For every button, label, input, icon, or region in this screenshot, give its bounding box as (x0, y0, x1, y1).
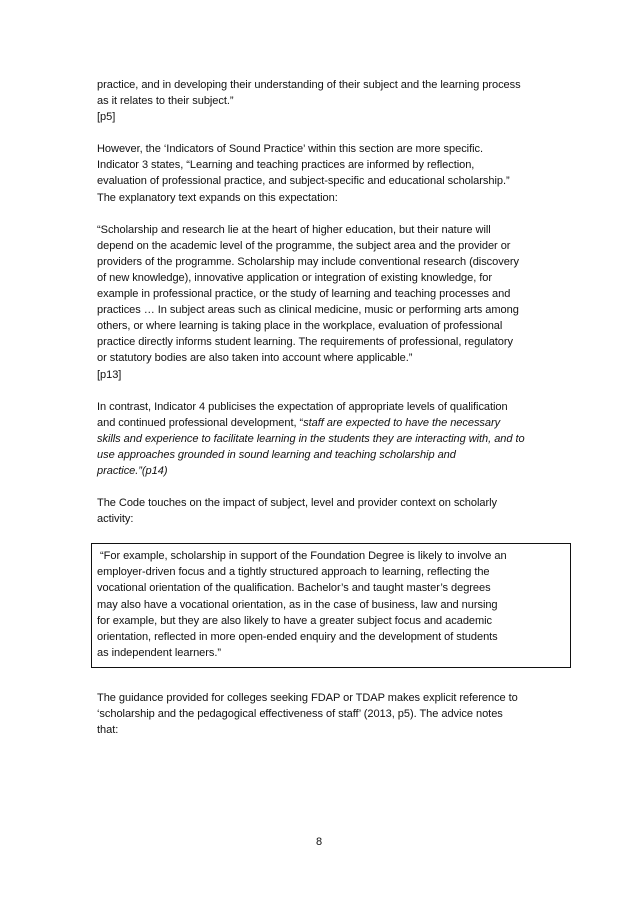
paragraph-1 (97, 77, 567, 125)
italic-text-line: skills and experience to facilitate learning in the students they are interacting with, and to (97, 432, 525, 445)
text-line: The explanatory text expands on this expectation: (97, 191, 338, 204)
text-line: practice directly informs student learning. The requirements of professional, regulatory (97, 336, 513, 349)
text-line: “Scholarship and research lie at the heart of higher education, but their nature will (97, 223, 491, 236)
text-line: employer-driven focus and a tightly structured approach to learning, reflecting the (97, 566, 490, 579)
text-line: as independent learners.” (97, 646, 222, 659)
text-line: “For example, scholarship in support of the Foundation Degree is likely to involve an (97, 550, 507, 563)
text-line: of new knowledge), innovative application or integration of existing knowledge, for (97, 271, 493, 284)
text-line: example in professional practice, or the study of learning and teaching processes and (97, 288, 511, 301)
paragraph-4 (97, 399, 567, 479)
page-reference: [p13] (97, 368, 122, 381)
text-line: may also have a vocational orientation, as in the case of business, law and nursing (97, 598, 498, 611)
text-line: others, or where learning is taking place in the workplace, evaluation of professional (97, 320, 503, 333)
text-line: activity: (97, 513, 134, 526)
page-body (97, 77, 567, 754)
paragraph-5 (97, 495, 567, 527)
text-line: orientation, reflected in more open-ended enquiry and the development of students (97, 630, 498, 643)
paragraph-6 (97, 690, 567, 738)
italic-text-line: practice.”(p14) (97, 464, 168, 477)
text-line: providers of the programme. Scholarship may include conventional research (discovery (97, 255, 519, 268)
page-number: 8 (315, 836, 323, 848)
text-line: depend on the academic level of the programme, the subject area and the provider or (97, 239, 511, 252)
text-line: practice, and in developing their understanding of their subject and the learning process (97, 79, 521, 91)
italic-text-line: use approaches grounded in sound learning and teaching scholarship and (97, 448, 456, 461)
text-line: The Code touches on the impact of subject, level and provider context on scholarly (97, 497, 497, 510)
page-reference: [p5] (97, 111, 116, 124)
text-line: ‘scholarship and the pedagogical effectiveness of staff’ (2013, p5). The advice notes (97, 708, 503, 720)
paragraph-2 (97, 141, 567, 205)
text-line: or statutory bodies are also taken into account where applicable.” (97, 352, 413, 365)
text-line: However, the ‘Indicators of Sound Practice’ within this section are more specific. (97, 143, 483, 156)
text-line: Indicator 3 states, “Learning and teaching practices are informed by reflection, (97, 159, 475, 172)
text-line: as it relates to their subject.” (97, 95, 234, 108)
text-line: In contrast, Indicator 4 publicises the expectation of appropriate levels of qualification (97, 400, 508, 413)
text-line: for example, but they are also likely to have a greater subject focus and academic (97, 614, 493, 627)
text-line: vocational orientation of the qualification. Bachelor’s and taught master’s degrees (97, 582, 491, 595)
boxed-quotation (91, 543, 571, 668)
text-line: The guidance provided for colleges seeking FDAP or TDAP makes explicit reference to (97, 691, 518, 704)
text-line: evaluation of professional practice, and subject-specific and educational scholarship.” (97, 175, 510, 188)
quotation-paragraph (97, 222, 567, 383)
text-run-italic: staff are expected to have the necessary (303, 416, 501, 429)
text-line: that: (97, 724, 119, 737)
text-run-plain: and continued professional development, “ (97, 416, 304, 429)
text-line: practices … In subject areas such as clinical medicine, music or performing arts among (97, 304, 519, 317)
text-line-mixed (97, 415, 567, 431)
